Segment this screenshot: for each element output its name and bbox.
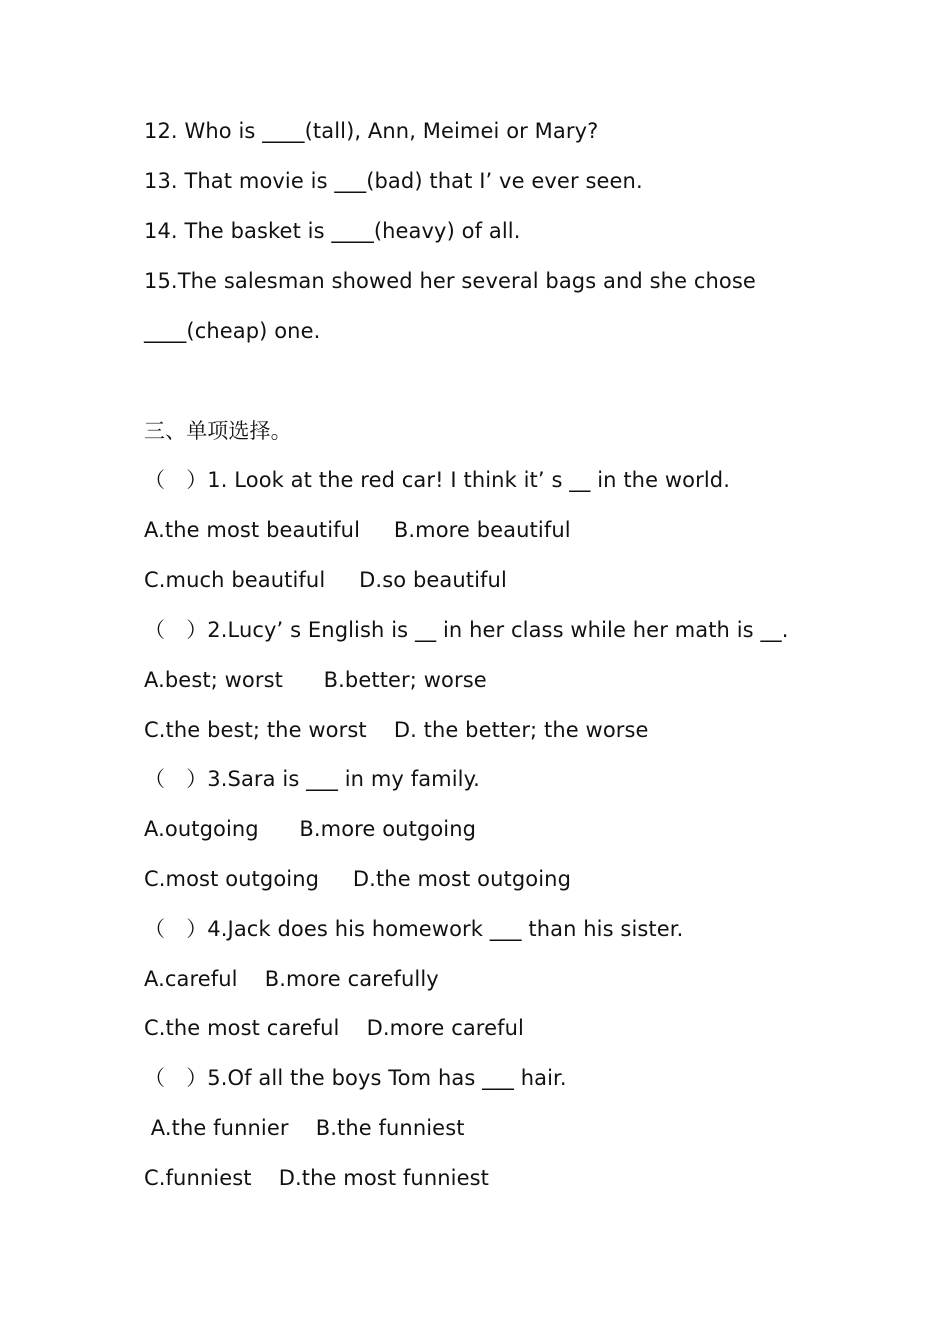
mc-question-1-options-ab: A.the most beautiful B.more beautiful [144, 518, 571, 542]
question-12: 12. Who is ____(tall), Ann, Meimei or Mary? [144, 119, 599, 143]
mc-question-5-options-ab: A.the funnier B.the funniest [144, 1116, 465, 1140]
mc-question-3-options-ab: A.outgoing B.more outgoing [144, 817, 477, 841]
mc-question-2-stem: （ ）2.Lucy’ s English is __ in her class while her math is __. [144, 618, 789, 642]
question-14: 14. The basket is ____(heavy) of all. [144, 219, 521, 243]
mc-question-4-options-ab: A.careful B.more carefully [144, 967, 439, 991]
mc-question-4-stem: （ ）4.Jack does his homework ___ than his sister. [144, 917, 684, 941]
mc-question-5-options-cd: C.funniest D.the most funniest [144, 1166, 489, 1190]
question-15: 15.The salesman showed her several bags and she chose [144, 269, 756, 293]
mc-question-1-stem: （ ）1. Look at the red car! I think it’ s __ in the world. [144, 468, 730, 492]
mc-question-5-stem: （ ）5.Of all the boys Tom has ___ hair. [144, 1066, 567, 1090]
question-15-continued: ____(cheap) one. [144, 319, 321, 343]
mc-question-3-options-cd: C.most outgoing D.the most outgoing [144, 867, 571, 891]
mc-question-3-stem: （ ）3.Sara is ___ in my family. [144, 767, 480, 791]
mc-question-2-options-cd: C.the best; the worst D. the better; the worse [144, 718, 649, 742]
mc-question-4-options-cd: C.the most careful D.more careful [144, 1016, 524, 1040]
mc-question-1-options-cd: C.much beautiful D.so beautiful [144, 568, 507, 592]
mc-question-2-options-ab: A.best; worst B.better; worse [144, 668, 487, 692]
section-title: 三、单项选择。 [144, 419, 292, 443]
question-13: 13. That movie is ___(bad) that I’ ve ever seen. [144, 169, 643, 193]
